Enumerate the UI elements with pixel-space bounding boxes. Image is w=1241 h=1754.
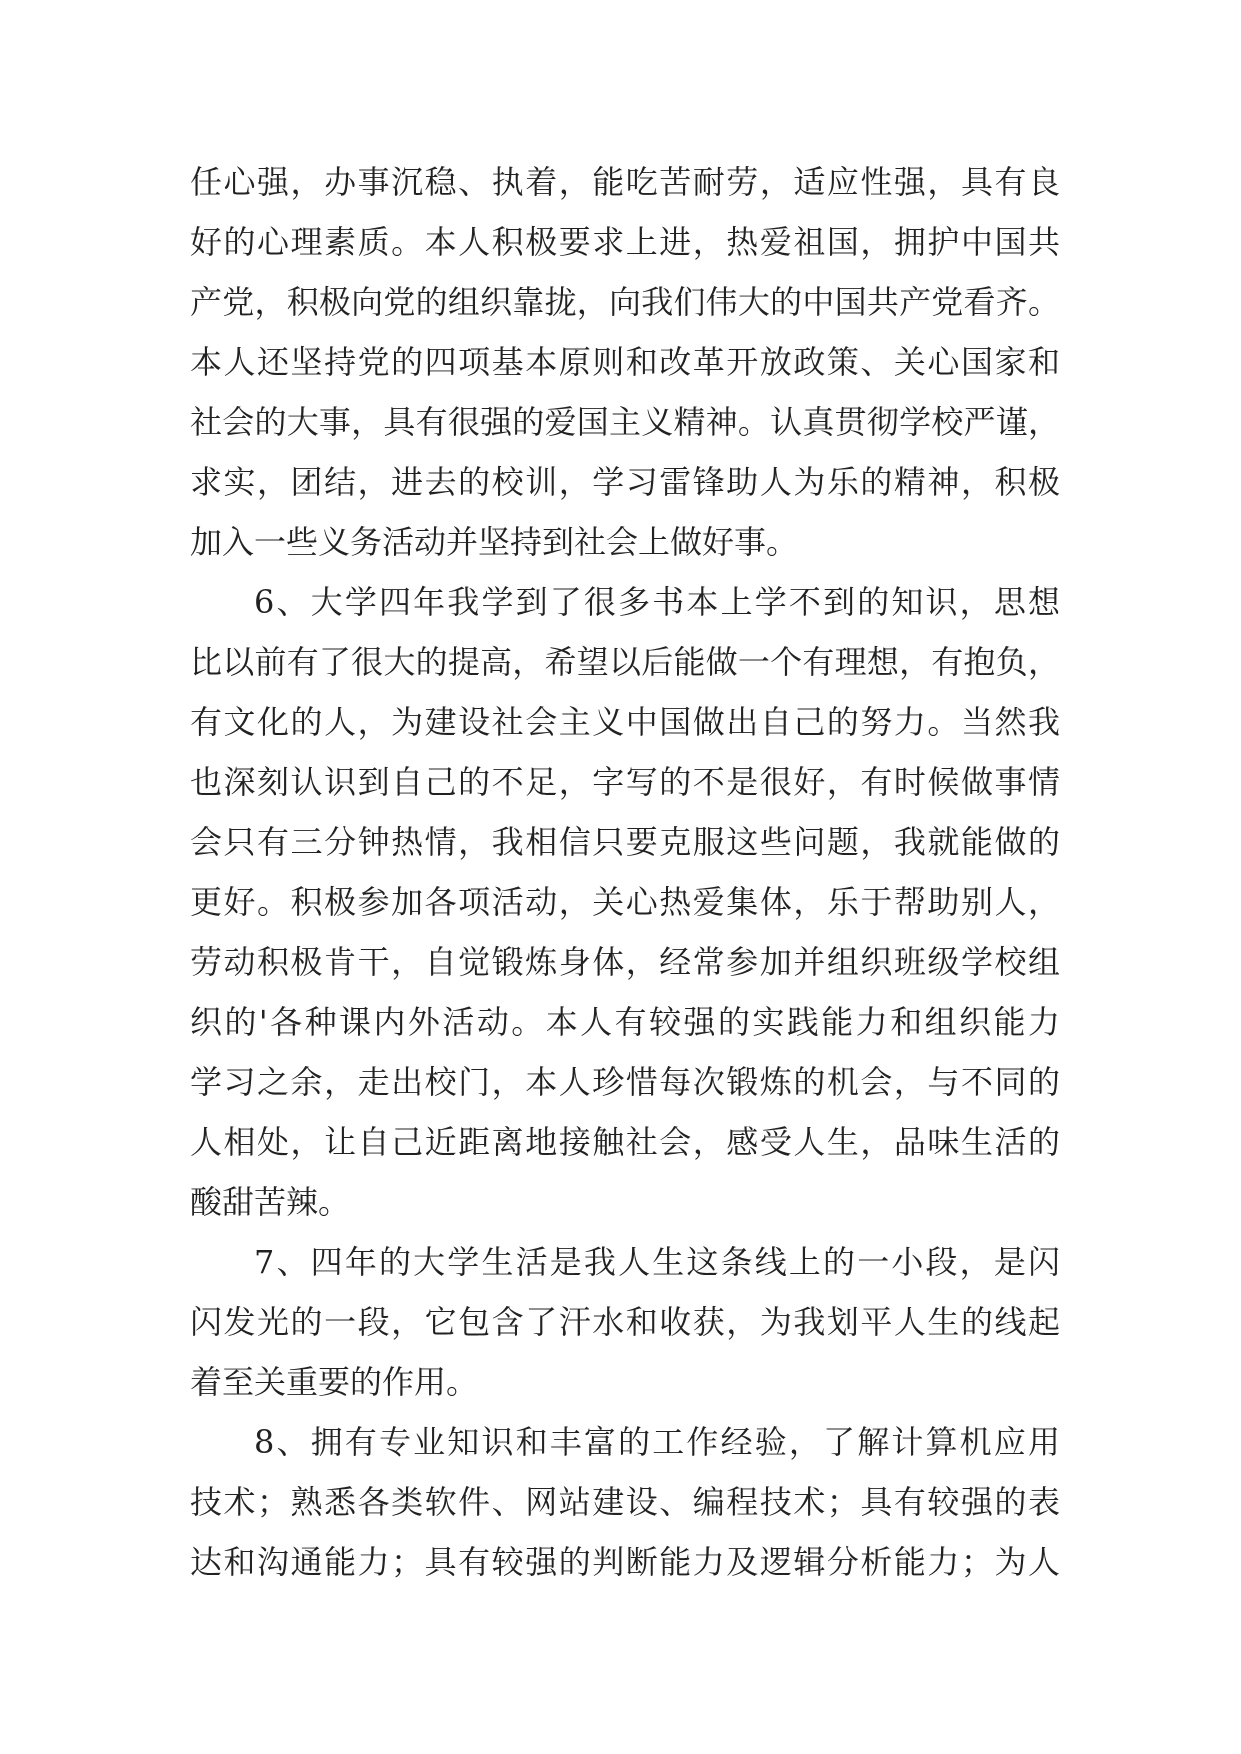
text-line: 更好。积极参加各项活动，关心热爱集体，乐于帮助别人，: [190, 883, 1060, 921]
text-line: 人相处，让自己近距离地接触社会，感受人生，品味生活的: [190, 1123, 1060, 1161]
text-line: 学习之余，走出校门，本人珍惜每次锻炼的机会，与不同的: [190, 1063, 1060, 1101]
text-line: 酸甜苦辣。: [190, 1183, 351, 1221]
paragraph-5-continued: [190, 152, 1060, 572]
text-line: 社会的大事，具有很强的爱国主义精神。认真贯彻学校严谨，: [190, 403, 1060, 441]
text-line: 也深刻认识到自己的不足，字写的不是很好，有时候做事情: [190, 763, 1060, 801]
text-line: 着至关重要的作用。: [190, 1363, 479, 1401]
text-line: 劳动积极肯干，自觉锻炼身体，经常参加并组织班级学校组: [190, 943, 1060, 981]
text-line: 产党，积极向党的组织靠拢，向我们伟大的中国共产党看齐。: [190, 283, 1060, 321]
text-line: 技术；熟悉各类软件、网站建设、编程技术；具有较强的表: [190, 1483, 1060, 1521]
text-line: 7、四年的大学生活是我人生这条线上的一小段，是闪: [254, 1243, 1060, 1281]
text-line: 加入一些义务活动并坚持到社会上做好事。: [190, 523, 799, 561]
paragraph-7: [190, 1232, 1060, 1412]
text-line: 求实，团结，进去的校训，学习雷锋助人为乐的精神，积极: [190, 463, 1060, 501]
text-line: 比以前有了很大的提高，希望以后能做一个有理想，有抱负，: [190, 643, 1060, 681]
text-line: 会只有三分钟热情，我相信只要克服这些问题，我就能做的: [190, 823, 1060, 861]
text-line: 闪发光的一段，它包含了汗水和收获，为我划平人生的线起: [190, 1303, 1060, 1341]
text-line: 达和沟通能力；具有较强的判断能力及逻辑分析能力；为人: [190, 1543, 1060, 1581]
text-line: 任心强，办事沉稳、执着，能吃苦耐劳，适应性强，具有良: [190, 163, 1060, 201]
text-line: 8、拥有专业知识和丰富的工作经验，了解计算机应用: [254, 1423, 1060, 1461]
text-line: 本人还坚持党的四项基本原则和改革开放政策、关心国家和: [190, 343, 1060, 381]
text-line: 织的'各种课内外活动。本人有较强的实践能力和组织能力: [190, 1003, 1060, 1041]
paragraph-6: [190, 572, 1060, 1232]
paragraph-8: [190, 1412, 1060, 1592]
text-line: 好的心理素质。本人积极要求上进，热爱祖国，拥护中国共: [190, 223, 1060, 261]
document-body: [190, 152, 1060, 1592]
text-line: 有文化的人，为建设社会主义中国做出自己的努力。当然我: [190, 703, 1060, 741]
text-line: 6、大学四年我学到了很多书本上学不到的知识，思想: [254, 583, 1060, 621]
